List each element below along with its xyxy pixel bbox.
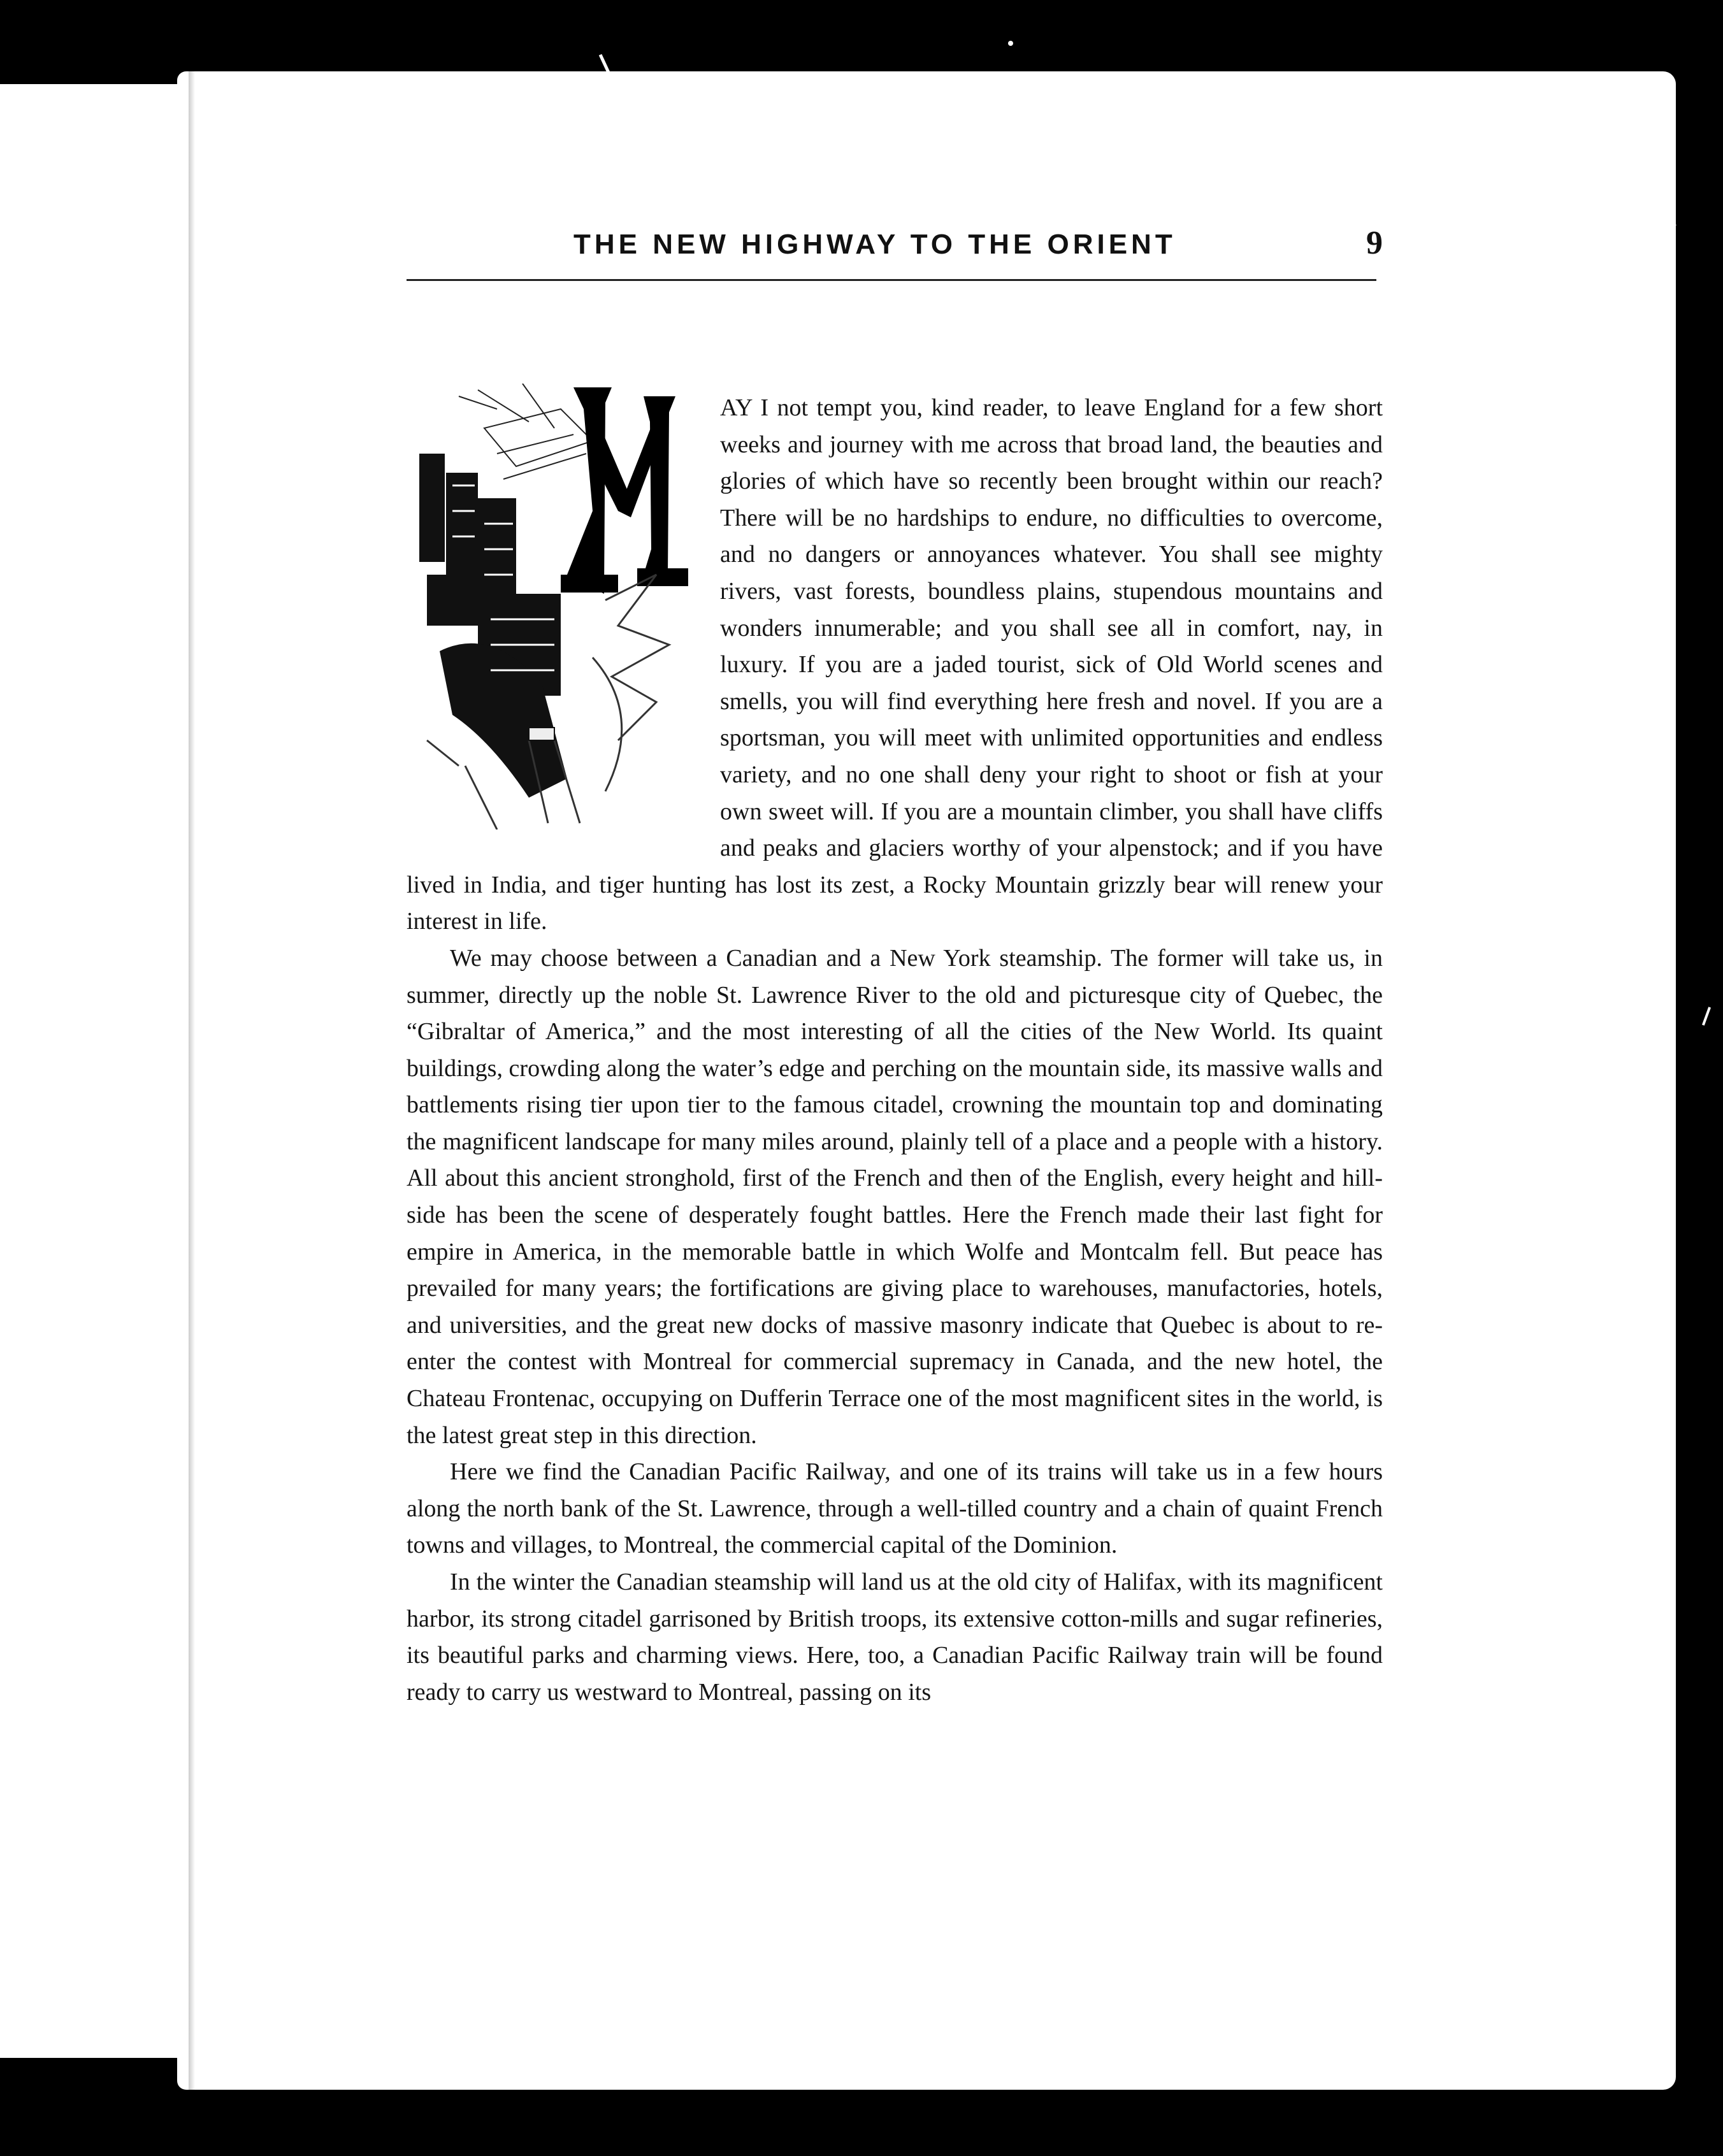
body-text bbox=[407, 390, 1383, 1711]
paragraph-3: Here we find the Canadian Pacific Railway, and one of its trains will take us in a few hours along the north bank of the St. Lawrence, through a well-tilled country and a chain of quaint French towns and villages, to Montreal, the commercial capital of the Dominion. bbox=[407, 1458, 1383, 1559]
left-page-edge bbox=[0, 84, 189, 2058]
scan-speck bbox=[1008, 41, 1013, 46]
running-head bbox=[407, 224, 1383, 262]
city-illustration-icon bbox=[401, 384, 701, 830]
running-title: THE NEW HIGHWAY TO THE ORIENT bbox=[573, 229, 1176, 260]
paragraph-4: In the winter the Canadian steamship will land us at the old city of Halifax, with its magnificent harbor, its strong citadel garrisoned by British troops, its extensive cotton-mills and sugar refineries, its beautiful parks and charming views. Here, too, a Canadian Pacific Railway train will be found ready to carry us westward to Montreal, passing on its bbox=[407, 1569, 1383, 1706]
illustrated-dropcap bbox=[401, 384, 701, 830]
page-number: 9 bbox=[1366, 225, 1383, 261]
paragraph-2: We may choose between a Canadian and a New York steamship. The former will take us, in summer, directly up the noble St. Lawrence River to the old and picturesque city of Quebec, the “Gibraltar of America,” and the most interesting of all the cities of the New World. Its quaint buildings, crowding along the water’s edge and perching on the mountain side, its massive walls and battlements rising tier upon tier to the famous citadel, crowning the mountain top and dominating the magnificent landscape for many miles around, plainly tell of a place and a people with a history. All about this ancient stronghold, first of the French and then of the English, every height and hill-side has been the scene of desperately fought battles. Here the French made their last fight for empire in America, in the memorable battle in which Wolfe and Montcalm fell. But peace has prevailed for many years; the fortifications are giving place to warehouses, manufactories, hotels, and universities, and the great new docks of massive masonry indicate that Quebec is about to re-enter the contest with Montreal for commercial supremacy in Canada, and the new hotel, the Chateau Frontenac, occupying on Dufferin Terrace one of the most magnificent sites in the world, is the latest great step in this direction. bbox=[407, 944, 1383, 1449]
page-gutter bbox=[189, 71, 195, 2090]
header-rule bbox=[407, 279, 1376, 281]
scan-speck bbox=[1702, 1007, 1711, 1026]
paragraph-1: AY I not tempt you, kind reader, to leave England for a few short weeks and journey with me across that broad land, the beauties and glories of which have so recently been brought within our reach? There will be no hardships to endure, no difficulties to overcome, and no dangers or annoyances whatever. You shall see mighty rivers, vast forests, boundless plains, stupendous mountains and wonders innumerable; and you shall see all in comfort, nay, in luxury. If you are a jaded tourist, sick of Old World scenes and smells, you will find everything here fresh and novel. If you are a sportsman, you will meet with unlimited opportunities and endless variety, and no one shall deny your right to shoot or fish at your own sweet will. If you are a mountain climber, you shall have cliffs and peaks and glaciers worthy of your alpenstock; and if you have lived in India, and tiger hunting has lost its zest, a Rocky Mountain grizzly bear will renew your interest in life. bbox=[407, 394, 1383, 935]
